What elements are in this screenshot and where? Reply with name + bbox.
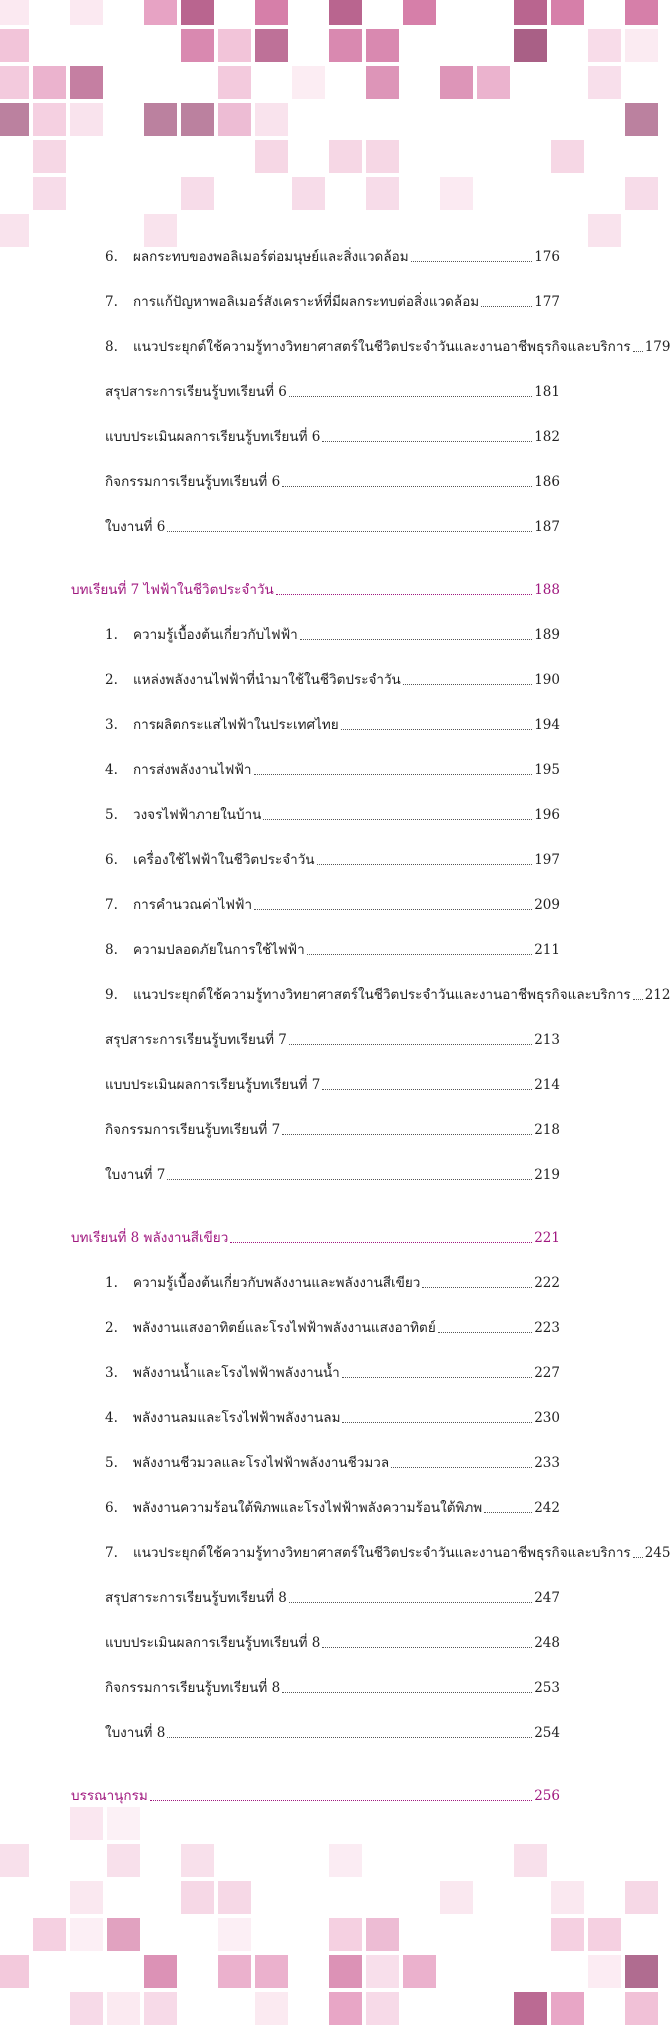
toc-page-number: 227 <box>534 1365 560 1381</box>
toc-entry[interactable] <box>105 851 560 869</box>
toc-entry-number: 6. <box>105 1500 118 1516</box>
toc-entry[interactable] <box>105 1076 560 1094</box>
dot-leader <box>422 1287 532 1288</box>
toc-entry-title: พลังงานน้ำและโรงไฟฟ้าพลังงานน้ำ <box>133 1365 340 1381</box>
toc-entry-title: บทเรียนที่ 8 พลังงานสีเขียว <box>71 1230 229 1246</box>
toc-entry[interactable] <box>105 1166 560 1184</box>
toc-page-number: 182 <box>534 429 560 445</box>
toc-entry-title: การคำนวณค่าไฟฟ้า <box>133 897 253 913</box>
toc-entry-title: ความรู้เบื้องต้นเกี่ยวกับไฟฟ้า <box>133 627 298 643</box>
dot-leader <box>403 684 532 685</box>
toc-entry[interactable] <box>105 1544 670 1562</box>
toc-entry-number: 4. <box>105 1410 118 1426</box>
toc-entry[interactable] <box>105 1679 560 1697</box>
dot-leader <box>633 999 643 1000</box>
dot-leader <box>307 954 533 955</box>
dot-leader <box>167 1737 532 1738</box>
toc-entry-title: แหล่งพลังงานไฟฟ้าที่นำมาใช้ในชีวิตประจำวัน <box>133 672 401 688</box>
toc-page-number: 197 <box>534 852 560 868</box>
toc-page-number: 213 <box>534 1032 560 1048</box>
toc-page-number: 218 <box>534 1122 560 1138</box>
toc-entry-title: การผลิตกระแสไฟฟ้าในประเทศไทย <box>133 717 339 733</box>
toc-entry[interactable] <box>105 1454 560 1472</box>
toc-entry-title: กิจกรรมการเรียนรู้บทเรียนที่ 7 <box>105 1122 281 1138</box>
toc-entry-number: 6. <box>105 249 118 265</box>
toc-entry[interactable] <box>105 626 560 644</box>
toc-page-number: 222 <box>534 1275 560 1291</box>
toc-page-number: 194 <box>534 717 560 733</box>
dot-leader <box>322 1089 532 1090</box>
toc-entry[interactable] <box>105 1499 560 1517</box>
toc-entry-title: กิจกรรมการเรียนรู้บทเรียนที่ 8 <box>105 1680 281 1696</box>
toc-entry[interactable] <box>105 896 560 914</box>
toc-page-number: 209 <box>534 897 560 913</box>
toc-entry-number: 9. <box>105 987 118 1003</box>
toc-page-number: 219 <box>534 1167 560 1183</box>
dot-leader <box>282 1134 532 1135</box>
dot-leader <box>322 1647 532 1648</box>
toc-entry[interactable] <box>105 761 560 779</box>
toc-entry[interactable] <box>105 383 560 401</box>
toc-page-number: 181 <box>534 384 560 400</box>
toc-entry-title: กิจกรรมการเรียนรู้บทเรียนที่ 6 <box>105 474 281 490</box>
toc-entry-title: ใบงานที่ 7 <box>105 1167 166 1183</box>
toc-entry-number: 6. <box>105 852 118 868</box>
toc-entry[interactable] <box>105 1121 560 1139</box>
toc-entry-title: พลังงานแสงอาทิตย์และโรงไฟฟ้าพลังงานแสงอาทิตย์ <box>133 1320 436 1336</box>
toc-entry-title: การส่งพลังงานไฟฟ้า <box>133 762 252 778</box>
toc-entry[interactable] <box>105 248 560 266</box>
dot-leader <box>282 1692 532 1693</box>
toc-entry-number: 2. <box>105 1320 118 1336</box>
toc-page-number: 186 <box>534 474 560 490</box>
toc-entry-number: 7. <box>105 1545 118 1561</box>
toc-page-number: 247 <box>534 1590 560 1606</box>
toc-entry-title: การแก้ปัญหาพอลิเมอร์สังเคราะห์ที่มีผลกระทบต่อสิ่งแวดล้อม <box>133 294 480 310</box>
toc-entry-number: 5. <box>105 1455 118 1471</box>
toc-page-number: 179 <box>644 339 670 355</box>
toc-entry[interactable] <box>105 338 670 356</box>
toc-page-number: 248 <box>534 1635 560 1651</box>
toc-entry-title: แนวประยุกต์ใช้ความรู้ทางวิทยาศาสตร์ในชีวิตประจำวันและงานอาชีพธุรกิจและบริการ <box>133 1545 631 1561</box>
dot-leader <box>300 639 532 640</box>
toc-page-number: 176 <box>534 249 560 265</box>
toc-entry-title: ความรู้เบื้องต้นเกี่ยวกับพลังงานและพลังงานสีเขียว <box>133 1275 421 1291</box>
dot-leader <box>322 441 532 442</box>
toc-entry[interactable] <box>105 1724 560 1742</box>
dot-leader <box>342 1377 532 1378</box>
toc-entry-title: เครื่องใช้ไฟฟ้าในชีวิตประจำวัน <box>133 852 315 868</box>
dot-leader <box>276 594 532 595</box>
toc-page-number: 214 <box>534 1077 560 1093</box>
toc-entry-title: สรุปสาระการเรียนรู้บทเรียนที่ 8 <box>105 1590 287 1606</box>
toc-page-number: 253 <box>534 1680 560 1696</box>
dot-leader <box>230 1242 532 1243</box>
toc-entry[interactable] <box>105 716 560 734</box>
dot-leader <box>481 306 532 307</box>
dot-leader <box>438 1332 532 1333</box>
dot-leader <box>254 774 533 775</box>
dot-leader <box>391 1467 532 1468</box>
toc-entry-title: พลังงานลมและโรงไฟฟ้าพลังงานลม <box>133 1410 341 1426</box>
dot-leader <box>633 1557 643 1558</box>
toc-entry[interactable] <box>105 1634 560 1652</box>
toc-page-number: 223 <box>534 1320 560 1336</box>
toc-entry[interactable] <box>105 428 560 446</box>
toc-page-number: 195 <box>534 762 560 778</box>
toc-page-number: 188 <box>534 582 560 598</box>
toc-entry[interactable] <box>105 1319 560 1337</box>
toc-entry-number: 3. <box>105 1365 118 1381</box>
toc-entry-title: ผลกระทบของพอลิเมอร์ต่อมนุษย์และสิ่งแวดล้อม <box>133 249 409 265</box>
toc-page-number: 212 <box>644 987 670 1003</box>
toc-entry[interactable] <box>105 293 560 311</box>
toc-entry-title: วงจรไฟฟ้าภายในบ้าน <box>133 807 262 823</box>
toc-entry-title: แบบประเมินผลการเรียนรู้บทเรียนที่ 8 <box>105 1635 321 1651</box>
toc-entry-number: 5. <box>105 807 118 823</box>
dot-leader <box>254 909 532 910</box>
toc-entry-title: บรรณานุกรม <box>71 1788 148 1804</box>
toc-entry-title: ใบงานที่ 6 <box>105 519 166 535</box>
toc-page-number: 245 <box>644 1545 670 1561</box>
dot-leader <box>342 1422 532 1423</box>
toc-chapter-heading[interactable] <box>71 1787 560 1805</box>
toc-entry-title: พลังงานความร้อนใต้พิภพและโรงไฟฟ้าพลังความร้อนใต้พิภพ <box>133 1500 483 1516</box>
toc-entry[interactable] <box>105 671 560 689</box>
toc-entry[interactable] <box>105 941 560 959</box>
toc-entry[interactable] <box>105 1589 560 1607</box>
toc-entry-number: 7. <box>105 897 118 913</box>
toc-page-number: 230 <box>534 1410 560 1426</box>
toc-entry-number: 3. <box>105 717 118 733</box>
toc-entry-title: สรุปสาระการเรียนรู้บทเรียนที่ 7 <box>105 1032 287 1048</box>
toc-entry[interactable] <box>105 518 560 536</box>
toc-entry-number: 7. <box>105 294 118 310</box>
toc-entry-title: ใบงานที่ 8 <box>105 1725 166 1741</box>
toc-entry-title: ความปลอดภัยในการใช้ไฟฟ้า <box>133 942 305 958</box>
dot-leader <box>633 351 643 352</box>
toc-chapter-heading[interactable] <box>71 581 560 599</box>
toc-page-number: 187 <box>534 519 560 535</box>
toc-entry-number: 2. <box>105 672 118 688</box>
toc-entry-number: 8. <box>105 339 118 355</box>
toc-page-number: 189 <box>534 627 560 643</box>
toc-entry-number: 8. <box>105 942 118 958</box>
toc-entry-title: แบบประเมินผลการเรียนรู้บทเรียนที่ 7 <box>105 1077 321 1093</box>
toc-page-number: 221 <box>534 1230 560 1246</box>
toc-page-number: 190 <box>534 672 560 688</box>
toc-page-number: 196 <box>534 807 560 823</box>
toc-page-number: 211 <box>534 942 560 958</box>
toc-page-number: 242 <box>534 1500 560 1516</box>
toc-entry-title: บทเรียนที่ 7 ไฟฟ้าในชีวิตประจำวัน <box>71 582 274 598</box>
dot-leader <box>289 1044 532 1045</box>
dot-leader <box>341 729 533 730</box>
dot-leader <box>282 486 532 487</box>
toc-entry[interactable] <box>105 1274 560 1292</box>
toc-entry-title: แนวประยุกต์ใช้ความรู้ทางวิทยาศาสตร์ในชีวิตประจำวันและงานอาชีพธุรกิจและบริการ <box>133 987 631 1003</box>
dot-leader <box>289 1602 532 1603</box>
dot-leader <box>411 261 533 262</box>
toc-entry-title: แบบประเมินผลการเรียนรู้บทเรียนที่ 6 <box>105 429 321 445</box>
toc-chapter-heading[interactable] <box>71 1229 560 1247</box>
toc-page-number: 233 <box>534 1455 560 1471</box>
toc-entry[interactable] <box>105 1409 560 1427</box>
toc-entry-title: สรุปสาระการเรียนรู้บทเรียนที่ 6 <box>105 384 287 400</box>
toc-entry-title: พลังงานชีวมวลและโรงไฟฟ้าพลังงานชีวมวล <box>133 1455 390 1471</box>
toc-page-number: 177 <box>534 294 560 310</box>
toc-entry[interactable] <box>105 1364 560 1382</box>
toc-page-number: 254 <box>534 1725 560 1741</box>
toc-entry-number: 1. <box>105 627 118 643</box>
dot-leader <box>263 819 532 820</box>
toc-entry[interactable] <box>105 1031 560 1049</box>
dot-leader <box>167 1179 532 1180</box>
toc-page-number: 256 <box>534 1788 560 1804</box>
toc-entry[interactable] <box>105 806 560 824</box>
toc-entry-title: แนวประยุกต์ใช้ความรู้ทางวิทยาศาสตร์ในชีวิตประจำวันและงานอาชีพธุรกิจและบริการ <box>133 339 631 355</box>
dot-leader <box>317 864 533 865</box>
toc-entry-number: 1. <box>105 1275 118 1291</box>
dot-leader <box>150 1800 532 1801</box>
toc-entry-number: 4. <box>105 762 118 778</box>
toc-entry[interactable] <box>105 986 670 1004</box>
toc-entry[interactable] <box>105 473 560 491</box>
dot-leader <box>167 531 532 532</box>
dot-leader <box>484 1512 532 1513</box>
dot-leader <box>289 396 532 397</box>
